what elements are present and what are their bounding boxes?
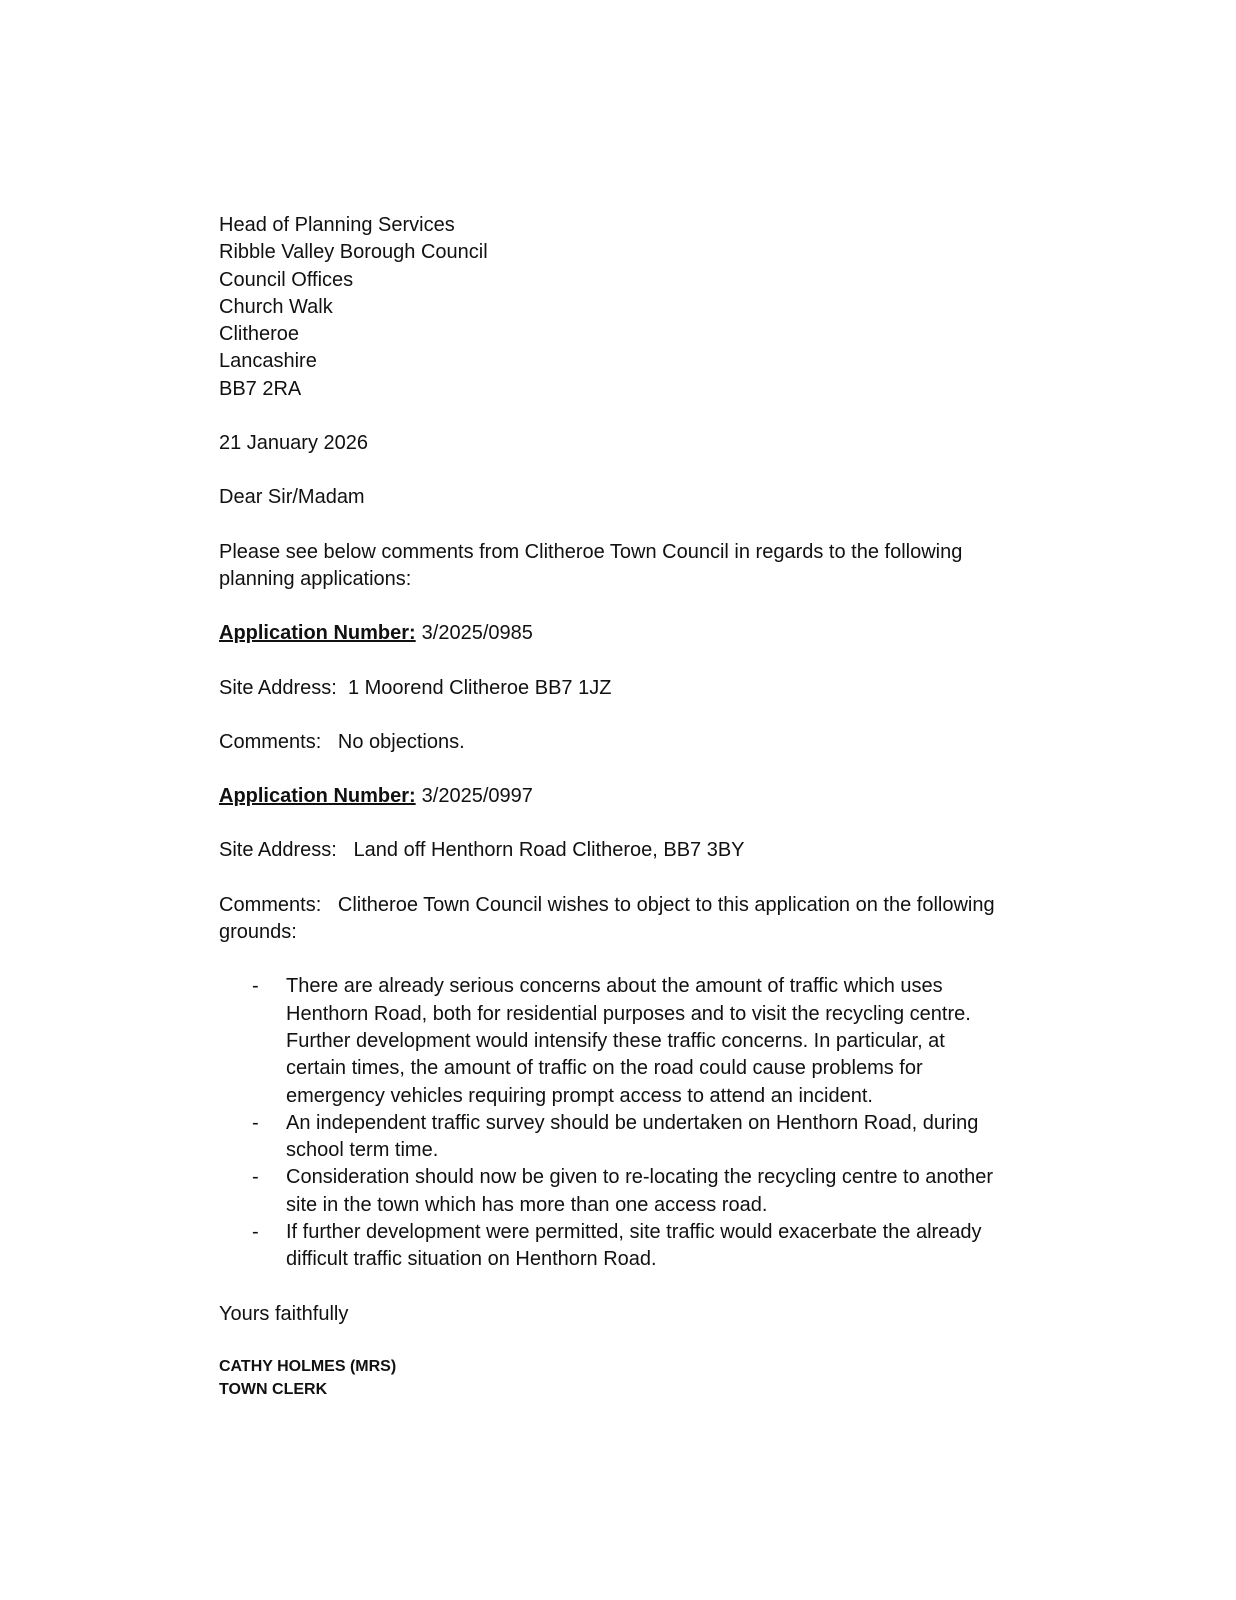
list-item: [219, 1110, 1009, 1165]
list-item: [219, 1164, 1009, 1219]
list-item-text: There are already serious concerns about the amount of traffic which uses Henthorn Road, both for residential purposes and to visit the recycling centre. Further development would intensify these traffic concerns. In particular, at certain times, the amount of traffic on the road could cause problems for emergency vehicles requiring prompt access to attend an incident.: [286, 975, 971, 1107]
signatory-title: TOWN CLERK: [219, 1380, 328, 1398]
application-number-label: Application Number:: [219, 622, 416, 645]
address-line: Lancashire: [219, 350, 317, 373]
list-item: [219, 1219, 1009, 1274]
objection-grounds-list: [219, 973, 1009, 1273]
bullet-dash: -: [252, 1111, 259, 1134]
signatory-name: CATHY HOLMES (MRS): [219, 1357, 397, 1375]
site-address-value: 1 Moorend Clitheroe BB7 1JZ: [347, 676, 612, 699]
list-item: [219, 973, 1009, 1109]
comments: [219, 729, 1009, 756]
list-item-text: If further development were permitted, site traffic would exacerbate the already difficult traffic situation on Henthorn Road.: [286, 1221, 982, 1271]
application-number: [219, 783, 1009, 810]
letter-body: [219, 212, 1009, 1401]
application-number-label: Application Number:: [219, 785, 416, 808]
address-line: Head of Planning Services: [219, 214, 455, 236]
comments-label: Comments:: [219, 893, 322, 916]
salutation: Dear Sir/Madam: [219, 486, 365, 509]
bullet-dash: -: [252, 1221, 259, 1244]
intro-paragraph: Please see below comments from Clitheroe Town Council in regards to the following planning applications:: [219, 540, 963, 590]
site-address: [219, 675, 1009, 702]
comments-value: No objections.: [337, 730, 465, 753]
comments-label: Comments:: [219, 730, 322, 753]
recipient-address: [219, 212, 1009, 403]
signature-block: [219, 1355, 1009, 1401]
address-line: BB7 2RA: [219, 377, 302, 400]
letter-date: 21 January 2026: [219, 432, 369, 455]
list-item-text: Consideration should now be given to re-locating the recycling centre to another site in the town which has more than one access road.: [286, 1166, 994, 1216]
comments-value: Clitheroe Town Council wishes to object to this application on the following grounds:: [219, 893, 995, 944]
application-number-value: 3/2025/0985: [421, 622, 533, 645]
address-line: Church Walk: [219, 295, 333, 318]
site-address-label: Site Address:: [219, 676, 337, 699]
bullet-dash: -: [252, 1166, 259, 1189]
comments: [219, 892, 1009, 947]
site-address-value: Land off Henthorn Road Clitheroe, BB7 3BY: [353, 839, 745, 862]
application-number: [219, 620, 1009, 647]
application-number-value: 3/2025/0997: [421, 785, 533, 808]
site-address-label: Site Address:: [219, 839, 337, 862]
bullet-dash: -: [252, 975, 259, 998]
closing: Yours faithfully: [219, 1302, 349, 1325]
address-line: Ribble Valley Borough Council: [219, 241, 488, 264]
address-line: Clitheroe: [219, 323, 300, 346]
address-line: Council Offices: [219, 268, 354, 291]
list-item-text: An independent traffic survey should be undertaken on Henthorn Road, during school term time.: [286, 1111, 979, 1162]
site-address: [219, 837, 1009, 864]
